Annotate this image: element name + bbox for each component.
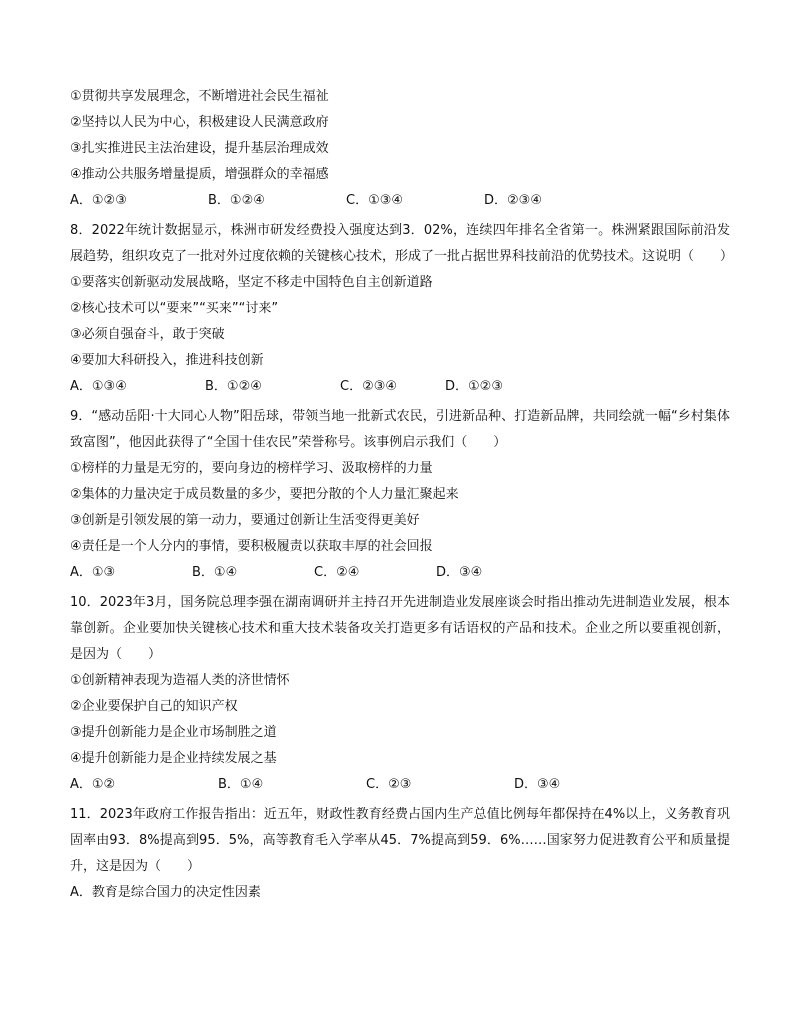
q9-option-c: C．②④ (314, 565, 360, 580)
q8-stem: 8．2022年统计数据显示，株洲市研发经费投入强度达到3．02%，连续四年排名全省第一。株洲紧跟国际前沿发展趋势，组织攻克了一批对外过度依赖的关键核心技术，形成了一批占据世界科技前沿的优势技术。这说明（ ） (70, 223, 734, 264)
q10-statement-1: ①创新精神表现为造福人类的济世情怀 (70, 673, 290, 688)
q7-statement-3: ③扎实推进民主法治建设，提升基层治理成效 (70, 141, 329, 156)
q7-option-d: D．②③④ (484, 193, 542, 208)
q9-statement-1: ①榜样的力量是无穷的，要向身边的榜样学习、汲取榜样的力量 (70, 461, 433, 476)
q10-option-b: B．①④ (218, 777, 264, 792)
q8-option-d: D．①②③ (445, 379, 503, 394)
exam-page (70, 88, 734, 910)
q8-options (70, 378, 730, 396)
q9-statement-2: ②集体的力量决定于成员数量的多少，要把分散的个人力量汇聚起来 (70, 487, 459, 502)
question-9 (70, 404, 730, 582)
q10-statement-2: ②企业要保护自己的知识产权 (70, 699, 238, 714)
q11-option-a: A．教育是综合国力的决定性因素 (70, 885, 261, 900)
q10-statement-4: ④提升创新能力是企业持续发展之基 (70, 751, 277, 766)
q7-option-b: B．①②④ (208, 193, 265, 208)
q7-option-c: C．①③④ (346, 193, 404, 208)
q8-statement-4: ④要加大科研投入，推进科技创新 (70, 353, 264, 368)
q10-option-d: D．③④ (514, 777, 561, 792)
q9-statement-3: ③创新是引领发展的第一动力，要通过创新让生活变得更美好 (70, 513, 420, 528)
q8-option-a: A．①③④ (70, 379, 127, 394)
q9-option-d: D．③④ (436, 565, 483, 580)
q7-option-a: A．①②③ (70, 193, 127, 208)
q7-statement-2: ②坚持以人民为中心，积极建设人民满意政府 (70, 115, 329, 130)
question-10 (70, 590, 730, 794)
q8-option-b: B．①②④ (205, 379, 262, 394)
q10-stem: 10．2023年3月，国务院总理李强在湖南调研并主持召开先进制造业发展座谈会时指出推动先进制造业发展，根本靠创新。企业要加快关键核心技术和重大技术装备攻关打造更多有话语权的产品和技术。企业之所以要重视创新，是因为（ ） (70, 595, 730, 662)
q9-option-b: B．①④ (192, 565, 238, 580)
q7-options (70, 192, 730, 210)
q10-statement-3: ③提升创新能力是企业市场制胜之道 (70, 725, 277, 740)
q10-options (70, 776, 730, 794)
q8-statement-1: ①要落实创新驱动发展战略，坚定不移走中国特色自主创新道路 (70, 275, 433, 290)
q8-option-c: C．②③④ (340, 379, 398, 394)
q10-option-a: A．①② (70, 777, 116, 792)
question-8 (70, 218, 734, 396)
q9-statement-4: ④责任是一个人分内的事情，要积极履责以获取丰厚的社会回报 (70, 539, 433, 554)
question-11 (70, 802, 730, 902)
q10-option-c: C．②③ (366, 777, 412, 792)
q7-statement-1: ①贯彻共享发展理念，不断增进社会民生福祉 (70, 89, 329, 104)
q9-stem: 9．“感动岳阳·十大同心人物”阳岳球，带领当地一批新式农民，引进新品种、打造新品牌，共同绘就一幅“乡村集体致富图”，他因此获得了“全国十佳农民”荣誉称号。该事例启示我们（ ） (70, 409, 730, 450)
q9-options (70, 564, 730, 582)
q8-statement-2: ②核心技术可以“要来”“买来”“讨来” (70, 301, 279, 316)
q7-statement-4: ④推动公共服务增量提质，增强群众的幸福感 (70, 167, 329, 182)
q11-stem: 11．2023年政府工作报告指出：近五年，财政性教育经费占国内生产总值比例每年都保持在4%以上，义务教育巩固率由93．8%提高到95．5%，高等教育毛入学率从45．7%提高到59．6%……国家努力促进教育公平和质量提升，这是因为（ ） (70, 807, 730, 874)
question-7 (70, 88, 730, 210)
q8-statement-3: ③必须自强奋斗，敢于突破 (70, 327, 225, 342)
q9-option-a: A．①③ (70, 565, 116, 580)
